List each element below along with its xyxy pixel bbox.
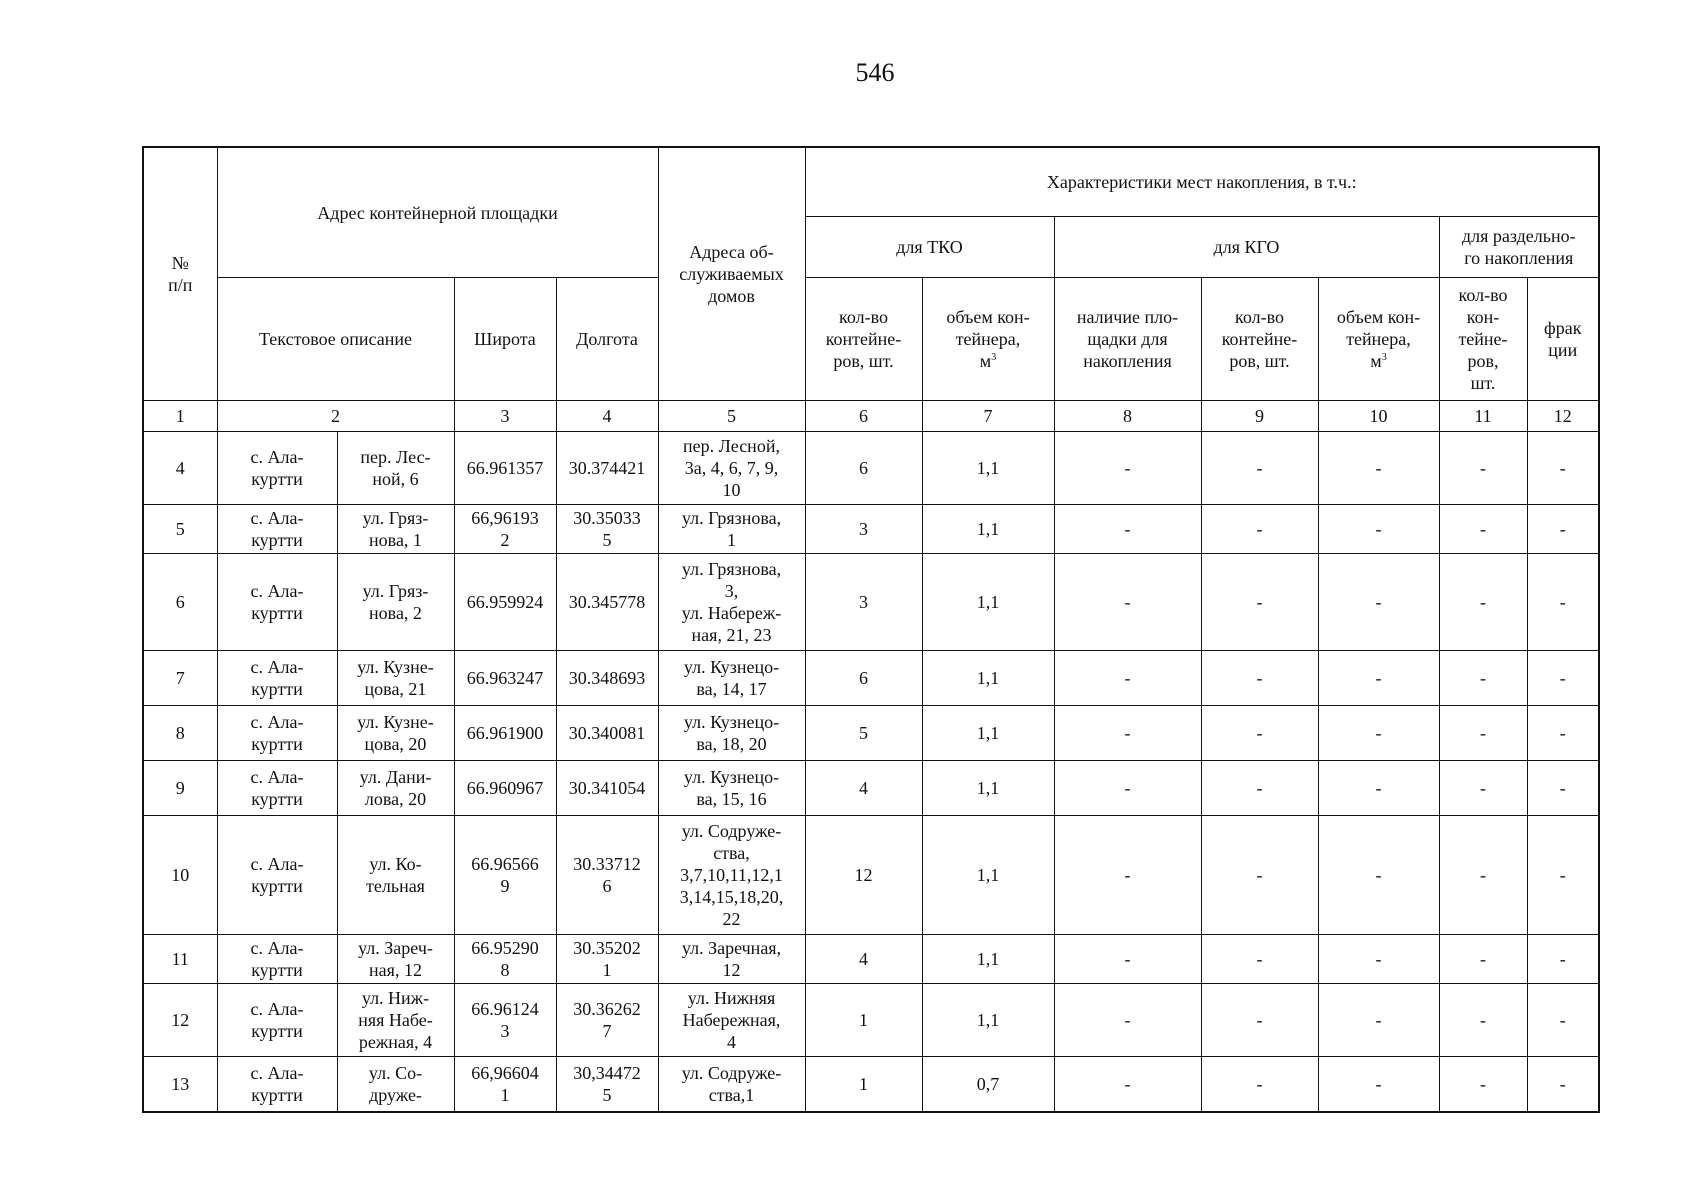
settlement-cell: с. Ала- куртти xyxy=(217,706,337,761)
header-tko-volume: объем кон- тейнера, $м^3$ xyxy=(922,278,1054,401)
settlement-cell: с. Ала- куртти xyxy=(217,651,337,706)
kgo-site-cell: - xyxy=(1054,984,1201,1057)
sep-fraction-cell: - xyxy=(1527,432,1599,505)
latitude-cell: 66,96193 2 xyxy=(454,505,556,554)
header-sep-fraction: фрак ции xyxy=(1527,278,1599,401)
tko-count-cell: 3 xyxy=(805,505,922,554)
header-tko-count: кол-во контейне- ров, шт. xyxy=(805,278,922,401)
street-cell: ул. Со- друже- xyxy=(337,1057,454,1113)
header-separate: для раздельно- го накопления xyxy=(1439,217,1599,278)
latitude-cell: 66.961900 xyxy=(454,706,556,761)
header-num: № п/п xyxy=(143,147,217,401)
kgo-count-cell: - xyxy=(1201,432,1318,505)
settlement-cell: с. Ала- куртти xyxy=(217,816,337,935)
header-served-houses: Адреса об- служиваемых домов xyxy=(658,147,805,401)
served-houses-cell: пер. Лесной, 3а, 4, 6, 7, 9, 10 xyxy=(658,432,805,505)
sep-fraction-cell: - xyxy=(1527,935,1599,984)
table-row xyxy=(143,706,1599,761)
sep-count-cell: - xyxy=(1439,651,1527,706)
kgo-site-cell: - xyxy=(1054,761,1201,816)
kgo-count-cell: - xyxy=(1201,935,1318,984)
latitude-cell: 66.959924 xyxy=(454,554,556,651)
tko-volume-cell: 0,7 xyxy=(922,1057,1054,1113)
kgo-site-cell: - xyxy=(1054,816,1201,935)
column-number: 1 xyxy=(143,401,217,432)
latitude-cell: 66,96604 1 xyxy=(454,1057,556,1113)
latitude-cell: 66.96124 3 xyxy=(454,984,556,1057)
kgo-count-cell: - xyxy=(1201,761,1318,816)
tko-count-cell: 6 xyxy=(805,651,922,706)
row-number-cell: 5 xyxy=(143,505,217,554)
container-sites-table xyxy=(142,146,1600,1113)
tko-volume-cell: 1,1 xyxy=(922,984,1054,1057)
column-number-row xyxy=(143,401,1599,432)
street-cell: ул. Дани- лова, 20 xyxy=(337,761,454,816)
header-address: Адрес контейнерной площадки xyxy=(217,147,658,278)
kgo-site-cell: - xyxy=(1054,505,1201,554)
street-cell: пер. Лес- ной, 6 xyxy=(337,432,454,505)
sep-fraction-cell: - xyxy=(1527,984,1599,1057)
row-number-cell: 8 xyxy=(143,706,217,761)
kgo-volume-cell: - xyxy=(1318,706,1439,761)
sep-fraction-cell: - xyxy=(1527,1057,1599,1113)
kgo-count-cell: - xyxy=(1201,816,1318,935)
table-row xyxy=(143,984,1599,1057)
latitude-cell: 66.96566 9 xyxy=(454,816,556,935)
settlement-cell: с. Ала- куртти xyxy=(217,935,337,984)
header-kgo-count: кол-во контейне- ров, шт. xyxy=(1201,278,1318,401)
row-number-cell: 6 xyxy=(143,554,217,651)
served-houses-cell: ул. Содруже- ства, 3,7,10,11,12,1 3,14,15,18,20, 22 xyxy=(658,816,805,935)
column-number: 7 xyxy=(922,401,1054,432)
longitude-cell: 30.35202 1 xyxy=(556,935,658,984)
settlement-cell: с. Ала- куртти xyxy=(217,432,337,505)
kgo-volume-cell: - xyxy=(1318,651,1439,706)
sep-count-cell: - xyxy=(1439,554,1527,651)
kgo-count-cell: - xyxy=(1201,984,1318,1057)
column-number: 2 xyxy=(217,401,454,432)
column-number: 5 xyxy=(658,401,805,432)
longitude-cell: 30.345778 xyxy=(556,554,658,651)
tko-count-cell: 4 xyxy=(805,761,922,816)
column-number: 8 xyxy=(1054,401,1201,432)
table-row xyxy=(143,651,1599,706)
kgo-volume-cell: - xyxy=(1318,432,1439,505)
table-row xyxy=(143,554,1599,651)
table-row xyxy=(143,761,1599,816)
kgo-volume-cell: - xyxy=(1318,984,1439,1057)
longitude-cell: 30.341054 xyxy=(556,761,658,816)
header-kgo-volume: объем кон- тейнера, $м^3$ xyxy=(1318,278,1439,401)
column-number: 10 xyxy=(1318,401,1439,432)
column-number: 12 xyxy=(1527,401,1599,432)
longitude-cell: 30.36262 7 xyxy=(556,984,658,1057)
row-number-cell: 4 xyxy=(143,432,217,505)
served-houses-cell: ул. Кузнецо- ва, 15, 16 xyxy=(658,761,805,816)
row-number-cell: 11 xyxy=(143,935,217,984)
tko-count-cell: 12 xyxy=(805,816,922,935)
tko-volume-cell: 1,1 xyxy=(922,706,1054,761)
tko-volume-cell: 1,1 xyxy=(922,935,1054,984)
longitude-cell: 30.35033 5 xyxy=(556,505,658,554)
header-characteristics: Характеристики мест накопления, в т.ч.: xyxy=(805,147,1599,217)
kgo-count-cell: - xyxy=(1201,1057,1318,1113)
kgo-volume-cell: - xyxy=(1318,935,1439,984)
sep-count-cell: - xyxy=(1439,706,1527,761)
served-houses-cell: ул. Грязнова, 1 xyxy=(658,505,805,554)
row-number-cell: 12 xyxy=(143,984,217,1057)
tko-count-cell: 5 xyxy=(805,706,922,761)
served-houses-cell: ул. Кузнецо- ва, 18, 20 xyxy=(658,706,805,761)
tko-count-cell: 1 xyxy=(805,984,922,1057)
settlement-cell: с. Ала- куртти xyxy=(217,1057,337,1113)
latitude-cell: 66.963247 xyxy=(454,651,556,706)
kgo-volume-cell: - xyxy=(1318,1057,1439,1113)
tko-count-cell: 4 xyxy=(805,935,922,984)
sep-count-cell: - xyxy=(1439,816,1527,935)
kgo-site-cell: - xyxy=(1054,706,1201,761)
settlement-cell: с. Ала- куртти xyxy=(217,984,337,1057)
kgo-count-cell: - xyxy=(1201,554,1318,651)
sep-count-cell: - xyxy=(1439,761,1527,816)
tko-volume-cell: 1,1 xyxy=(922,554,1054,651)
row-number-cell: 10 xyxy=(143,816,217,935)
header-latitude: Широта xyxy=(454,278,556,401)
tko-volume-cell: 1,1 xyxy=(922,761,1054,816)
header-longitude: Долгота xyxy=(556,278,658,401)
sep-fraction-cell: - xyxy=(1527,651,1599,706)
row-number-cell: 13 xyxy=(143,1057,217,1113)
kgo-volume-cell: - xyxy=(1318,554,1439,651)
sep-fraction-cell: - xyxy=(1527,761,1599,816)
street-cell: ул. Гряз- нова, 2 xyxy=(337,554,454,651)
longitude-cell: 30.33712 6 xyxy=(556,816,658,935)
kgo-site-cell: - xyxy=(1054,554,1201,651)
table-row xyxy=(143,935,1599,984)
tko-volume-cell: 1,1 xyxy=(922,816,1054,935)
tko-count-cell: 1 xyxy=(805,1057,922,1113)
sep-fraction-cell: - xyxy=(1527,505,1599,554)
kgo-site-cell: - xyxy=(1054,935,1201,984)
longitude-cell: 30.348693 xyxy=(556,651,658,706)
served-houses-cell: ул. Нижняя Набережная, 4 xyxy=(658,984,805,1057)
served-houses-cell: ул. Содруже- ства,1 xyxy=(658,1057,805,1113)
sep-fraction-cell: - xyxy=(1527,554,1599,651)
row-number-cell: 9 xyxy=(143,761,217,816)
table-row xyxy=(143,816,1599,935)
served-houses-cell: ул. Заречная, 12 xyxy=(658,935,805,984)
tko-volume-cell: 1,1 xyxy=(922,505,1054,554)
kgo-site-cell: - xyxy=(1054,432,1201,505)
settlement-cell: с. Ала- куртти xyxy=(217,505,337,554)
table-row xyxy=(143,505,1599,554)
tko-count-cell: 3 xyxy=(805,554,922,651)
latitude-cell: 66.961357 xyxy=(454,432,556,505)
latitude-cell: 66.960967 xyxy=(454,761,556,816)
latitude-cell: 66.95290 8 xyxy=(454,935,556,984)
sep-fraction-cell: - xyxy=(1527,816,1599,935)
kgo-count-cell: - xyxy=(1201,706,1318,761)
longitude-cell: 30.374421 xyxy=(556,432,658,505)
kgo-volume-cell: - xyxy=(1318,505,1439,554)
column-number: 3 xyxy=(454,401,556,432)
street-cell: ул. Гряз- нова, 1 xyxy=(337,505,454,554)
street-cell: ул. Зареч- ная, 12 xyxy=(337,935,454,984)
table-row xyxy=(143,432,1599,505)
sep-count-cell: - xyxy=(1439,432,1527,505)
street-cell: ул. Кузне- цова, 20 xyxy=(337,706,454,761)
column-number: 11 xyxy=(1439,401,1527,432)
served-houses-cell: ул. Кузнецо- ва, 14, 17 xyxy=(658,651,805,706)
row-number-cell: 7 xyxy=(143,651,217,706)
table-row xyxy=(143,1057,1599,1113)
street-cell: ул. Ко- тельная xyxy=(337,816,454,935)
tko-count-cell: 6 xyxy=(805,432,922,505)
column-number: 6 xyxy=(805,401,922,432)
kgo-count-cell: - xyxy=(1201,505,1318,554)
header-kgo: для КГО xyxy=(1054,217,1439,278)
kgo-site-cell: - xyxy=(1054,1057,1201,1113)
longitude-cell: 30.340081 xyxy=(556,706,658,761)
street-cell: ул. Ниж- няя Набе- режная, 4 xyxy=(337,984,454,1057)
sep-count-cell: - xyxy=(1439,984,1527,1057)
kgo-volume-cell: - xyxy=(1318,816,1439,935)
kgo-volume-cell: - xyxy=(1318,761,1439,816)
header-tko: для ТКО xyxy=(805,217,1054,278)
settlement-cell: с. Ала- куртти xyxy=(217,554,337,651)
served-houses-cell: ул. Грязнова, 3, ул. Набереж- ная, 21, 23 xyxy=(658,554,805,651)
sep-count-cell: - xyxy=(1439,505,1527,554)
tko-volume-cell: 1,1 xyxy=(922,432,1054,505)
settlement-cell: с. Ала- куртти xyxy=(217,761,337,816)
kgo-site-cell: - xyxy=(1054,651,1201,706)
column-number: 9 xyxy=(1201,401,1318,432)
header-sep-count: кол-во кон- тейне- ров, шт. xyxy=(1439,278,1527,401)
header-kgo-site: наличие пло- щадки для накопления xyxy=(1054,278,1201,401)
longitude-cell: 30,34472 5 xyxy=(556,1057,658,1113)
page-number: 546 xyxy=(855,58,895,87)
tko-volume-cell: 1,1 xyxy=(922,651,1054,706)
sep-count-cell: - xyxy=(1439,935,1527,984)
sep-fraction-cell: - xyxy=(1527,706,1599,761)
sep-count-cell: - xyxy=(1439,1057,1527,1113)
kgo-count-cell: - xyxy=(1201,651,1318,706)
column-number: 4 xyxy=(556,401,658,432)
header-text-description: Текстовое описание xyxy=(217,278,454,401)
street-cell: ул. Кузне- цова, 21 xyxy=(337,651,454,706)
